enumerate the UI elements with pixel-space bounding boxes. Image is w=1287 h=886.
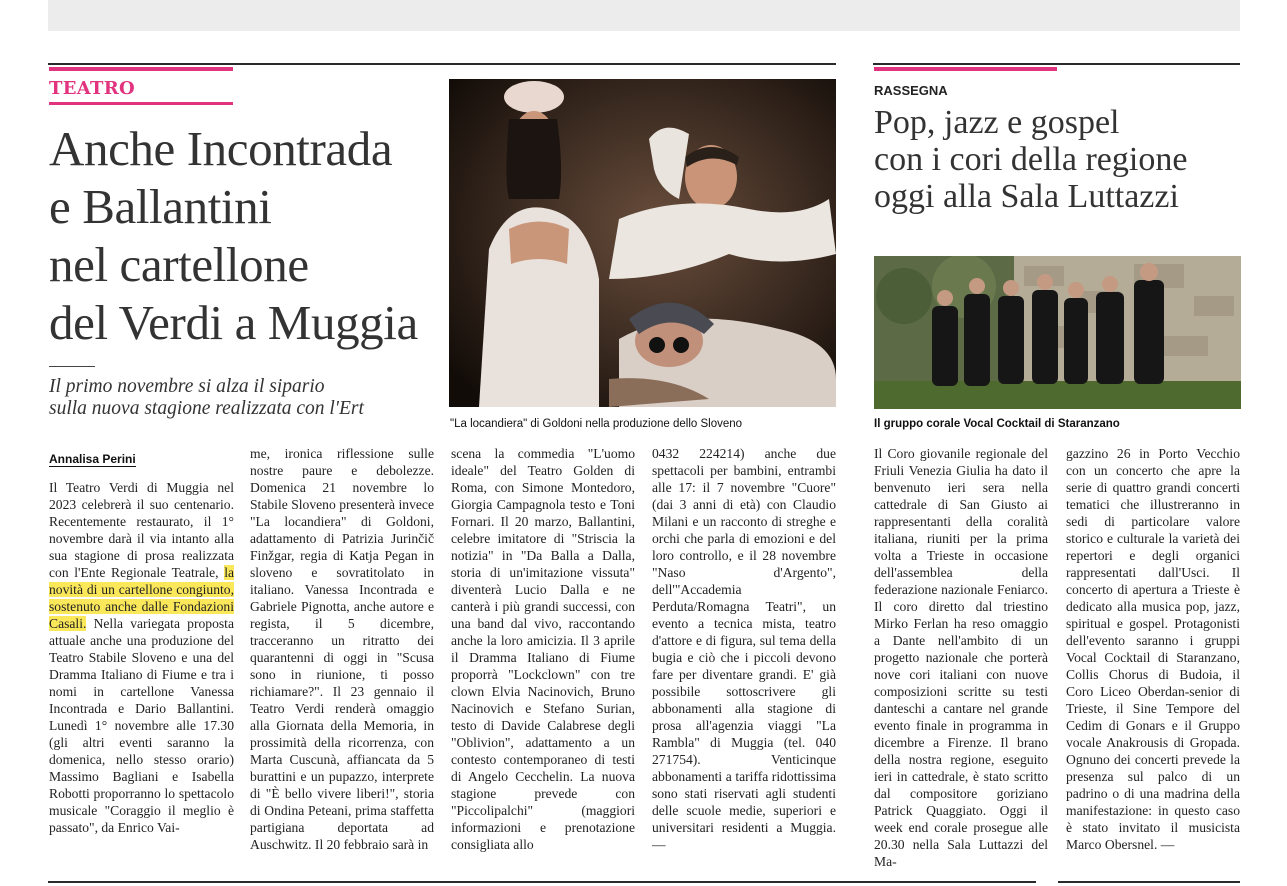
bottom-rule-left bbox=[48, 881, 1036, 883]
rassegna-column-1: Il Coro giovanile regionale del Friuli Venezia Giulia ha dato il benvenuto ieri sera nella cattedrale di San Giusto ai rappresentanti della coralità italiana, riuniti per la prima volta a Trieste in occasione dell'assemblea della federazione nazionale Feniarco. Il coro diretto dal triestino Mirko Ferlan ha reso omaggio a Dante nell'ambito di un progetto nazionale che porterà nove cori italiani con nuove composizioni scritte su testi danteschi a cantare nel grande evento finale in programma in dicembre a Firenze. Il brano della nostra regione, eseguito ieri in cattedrale, è stato scritto dal compositore goriziano Patrick Quaggiato. Oggi il week end corale prosegue alle 20.30 nella Sala Luttazzi del Ma- bbox=[874, 446, 1048, 869]
headline-line: Pop, jazz e gospel bbox=[874, 104, 1120, 141]
section-label: TEATRO bbox=[49, 78, 135, 99]
headline-rassegna bbox=[874, 104, 1244, 215]
article-column-2: me, ironica riflessione sulle nostre paure e debolezze. Domenica 21 novembre lo Stabile Sloveno presenterà invece "La locandiera" di Goldoni, adattamento di Patrizia Jurinčič Finžgar, regia di Katja Pegan in sloveno e sovratitolato in italiano. Vanessa Incontrada e Gabriele Pignotta, anche autore e regista, il 5 dicembre, tracceranno un ritratto dei quarantenni di oggi in "Scusa sono in riunione, ti posso richiamare?". Il 23 gennaio il Teatro Verdi renderà omaggio alla Giornata della Memoria, in prossimità della ricorrenza, con Marta Cuscunà, affiancata da 5 burattini e un pupazzo, interprete di "È bello vivere liberi!", storia di Ondina Peteani, prima staffetta partigiana deportata ad Auschwitz. Il 20 febbraio sarà in bbox=[250, 446, 434, 852]
theatre-scene-image bbox=[449, 79, 836, 407]
headline-line: oggi alla Sala Luttazzi bbox=[874, 178, 1179, 215]
top-rule-left bbox=[48, 63, 836, 65]
col1-text-end: Nella variegata proposta attuale anche una produzione del Teatro Stabile Sloveno e una del Dramma Italiano di Fiume e tra i nomi in cartellone Vanessa Incontrada e Dario Ballantini. Lunedì 1° novembre alle 17.30 (gli altri eventi saranno la domenica, nello stesso orario) Massimo Bagliani e Isabella Robotti proporranno lo spettacolo musicale "Coraggio il meglio è passato", da Enrico Vai- bbox=[49, 616, 234, 835]
headline bbox=[49, 120, 444, 352]
section-label-rassegna: RASSEGNA bbox=[874, 83, 948, 98]
section-accent-bar-bottom bbox=[49, 102, 233, 105]
author-byline: Annalisa Perini bbox=[49, 452, 136, 466]
article-column-3: scena la commedia "L'uomo ideale" del Teatro Golden di Roma, con Simone Montedoro, Giorgia Campagnola testo e Toni Fornari. Il 20 marzo, Ballantini, celebre imitatore di "Striscia la notizia" in "Da Balla a Dalla, storia di un'imitazione vissuta" diventerà Lucio Dalla e ne canterà i più grandi successi, con una band dal vivo, raccontando anche la loro amicizia. Il 3 aprile il Dramma Italiano di Fiume proporrà "Lockclown" con tre clown Elvia Nacinovich, Bruno Nacinovich e Stefano Surian, testo di Davide Calabrese degli "Oblivion", adattamento a un contesto contemporaneo di testi di Angelo Cecchelin. La nuova stagione prevede con "Piccolipalchi" (maggiori informazioni e prenotazione consigliata allo bbox=[451, 446, 635, 852]
article-column-4: 0432 224214) anche due spettacoli per bambini, entrambi alle 17: il 7 novembre "Cuore" (dai 3 anni di età) con Claudio Milani e un racconto di streghe e orchi che parla di emozioni e del loro controllo, e il 28 novembre "Naso d'Argento", dell'"Accademia Perduta/Romagna Teatri", un evento a tecnica mista, teatro d'attore e di figura, sul tema della bugia e ciò che i piccoli devono fare per diventare grandi. E' già possibile sottoscrivere gli abbonamenti alla stagione di prosa all'agenzia viaggi "La Rambla" di Muggia (tel. 040 271754). Venticinque abbonamenti a tariffa ridottissima sono stati riservati agli studenti delle scuole medie, superiori e universitari residenti a Muggia. — bbox=[652, 446, 836, 852]
top-rule-right bbox=[873, 63, 1240, 65]
choir-group-image bbox=[874, 256, 1241, 409]
subtitle-line: Il primo novembre si alza il sipario bbox=[49, 376, 325, 397]
choir-photo bbox=[874, 256, 1241, 409]
choir-photo-caption: Il gruppo corale Vocal Cocktail di Staranzano bbox=[874, 418, 1120, 430]
article-column-1 bbox=[49, 479, 234, 836]
highlighted-text: la novità di un cartellone congiunto, sostenuto anche dalle Fondazioni Casali. bbox=[49, 565, 234, 631]
subtitle bbox=[49, 376, 429, 420]
theatre-photo bbox=[449, 79, 836, 407]
headline-line: del Verdi a Muggia bbox=[49, 295, 418, 350]
section-accent-bar bbox=[49, 67, 233, 71]
top-banner bbox=[48, 0, 1240, 31]
rassegna-accent-bar bbox=[874, 67, 1057, 71]
subtitle-line: sulla nuova stagione realizzata con l'Ert bbox=[49, 398, 364, 419]
col1-text-start: Il Teatro Verdi di Muggia nel 2023 celebrerà il suo centenario. Recentemente restaurato, il 1° novembre darà il via intanto alla sua stagione di prosa realizzata con l'Ente Regionale Teatrale, bbox=[49, 480, 234, 580]
bottom-rule-right bbox=[1058, 881, 1240, 883]
rassegna-column-2: gazzino 26 in Porto Vecchio con un concerto che apre la serie di quattro grandi concerti tematici che illustreranno in sedi di particolare valore storico e culturale la varietà dei repertori e degli organici rappresentati dall'Usci. Il concerto di apertura a Trieste è dedicato alla musica pop, jazz, spiritual e gospel. Protagonisti dell'evento saranno i gruppi Vocal Cocktail di Staranzano, Collis Chorus di Budoia, il Coro Liceo Oberdan-senior di Trieste, il Sine Tempore del Cedim di Gonars e il Gruppo vocale Anakrousis di Gropada. Ognuno dei concerti prevede la presenza sul palco di un padrino o di una madrina della manifestazione: in questo caso è stato invitato il musicista Marco Obersnel. — bbox=[1066, 446, 1240, 852]
headline-line: con i cori della regione bbox=[874, 141, 1188, 178]
headline-line: nel cartellone bbox=[49, 237, 309, 292]
headline-line: e Ballantini bbox=[49, 179, 272, 234]
headline-line: Anche Incontrada bbox=[49, 121, 393, 176]
photo-caption: "La locandiera" di Goldoni nella produzione dello Sloveno bbox=[450, 418, 743, 430]
divider bbox=[49, 366, 95, 367]
